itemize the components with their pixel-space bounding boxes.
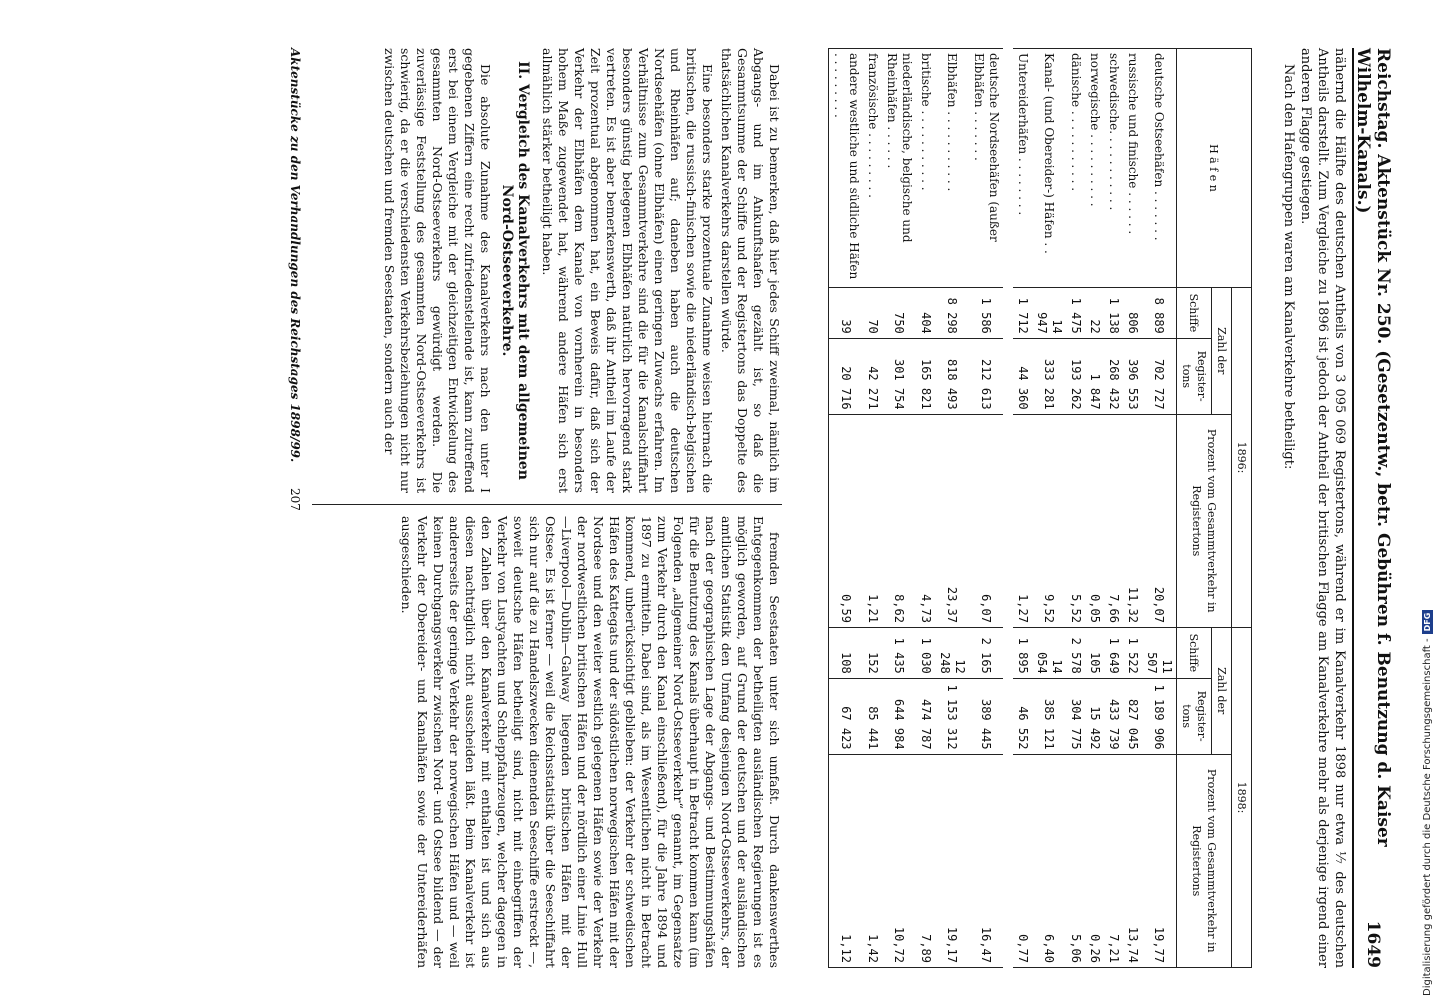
right-column (395, 516, 782, 968)
table-body (829, 49, 1177, 968)
cell-s98: 108 (829, 627, 864, 678)
row-hafen-name: russische und finische . . . . . . (1123, 49, 1142, 288)
cell-t98: 67 423 (829, 678, 864, 754)
cell-t98: 389 445 (969, 678, 1008, 754)
cell-p96: 6,07 (969, 414, 1008, 627)
cell-t96: 20 716 (829, 338, 864, 414)
cell-t96: 1 847 (1085, 338, 1104, 414)
cell-t96: 165 821 (916, 338, 935, 414)
row-hafen-name: Kanal- (und Obereider-) Häfen . . (1032, 49, 1066, 288)
table-row (1142, 49, 1177, 968)
cell-t98: 46 552 (1008, 678, 1032, 754)
cell-s98: 11 507 (1142, 627, 1177, 678)
cell-t96: 818 493 (935, 338, 969, 414)
cell-s98: 2 165 (969, 627, 1008, 678)
footer-source: Aktenstücke zu den Verhandlungen des Reichstages 1898/99. (288, 48, 302, 463)
cell-s98: 152 (863, 627, 882, 678)
cell-t96: 301 754 (882, 338, 916, 414)
cell-s98: 1 895 (1008, 627, 1032, 678)
row-hafen-name: dänische . . . . . . . . . . . (1066, 49, 1085, 288)
cell-s98: 12 248 (935, 627, 969, 678)
row-hafen-name: Untereiderhäfen . . . . . . . . (1008, 49, 1032, 288)
cell-t98: 85 441 (863, 678, 882, 754)
cell-s96: 1 586 (969, 288, 1008, 339)
header-year-1896: 1896: (1232, 288, 1252, 628)
cell-s98: 1 649 (1104, 627, 1123, 678)
cell-p98: 19,17 (935, 754, 969, 967)
cell-s96: 70 (863, 288, 882, 339)
cell-s96: 14 947 (1032, 288, 1066, 339)
cell-s98: 1 522 (1123, 627, 1142, 678)
cell-t96: 396 553 (1123, 338, 1142, 414)
cell-t96: 42 271 (863, 338, 882, 414)
cell-s96: 404 (916, 288, 935, 339)
cell-s96: 39 (829, 288, 864, 339)
intro-text (1280, 48, 1348, 968)
cell-s96: 22 (1085, 288, 1104, 339)
cell-t98: 1 189 906 (1142, 678, 1177, 754)
cell-p96: 11,32 (1123, 414, 1142, 627)
cell-s98: 105 (1085, 627, 1104, 678)
cell-s96: 1 138 (1104, 288, 1123, 339)
row-hafen-name: norwegische . . . . . . . . . . (1085, 49, 1104, 288)
cell-p96: 4,73 (916, 414, 935, 627)
cell-p96: 23,37 (935, 414, 969, 627)
cell-t96: 702 727 (1142, 338, 1177, 414)
dfg-logo-icon: DFG (1422, 610, 1433, 635)
cell-s96: 1 475 (1066, 288, 1085, 339)
cell-p98: 6,40 (1032, 754, 1066, 967)
cell-p98: 13,74 (1123, 754, 1142, 967)
cell-p96: 7,66 (1104, 414, 1123, 627)
cell-s98: 2 578 (1066, 627, 1085, 678)
header-tons-1896: Register-tons (1177, 338, 1212, 414)
row-hafen-name: Elbhäfen . . . . . . . . . . . (935, 49, 969, 288)
row-hafen-name: schwedische. . . . . . . . . . . (1104, 49, 1123, 288)
header-schiffe-1898: Schiffe (1177, 627, 1212, 678)
funding-note (1422, 0, 1433, 996)
table-row (882, 49, 916, 968)
left-column (378, 48, 782, 493)
left-paragraph-1: Dabei ist zu bemerken, daß hier jedes Schiff zweimal, nämlich im Abgangs- und im Ankunftshafen gezählt ist, so daß die Gesammtsumme der Schiffe und der Registertons das Doppelte des thatsächlichen Kanalverkehrs darstellen würde. (719, 48, 782, 493)
cell-p96: 0,05 (1085, 414, 1104, 627)
cell-p98: 7,21 (1104, 754, 1123, 967)
header-title: Reichstag. Aktenstück Nr. 250. (Gesetzentw., betr. Gebühren f. Benutzung d. Kaiser Wilhelm-Kanals.) (1353, 48, 1393, 847)
table-row (1085, 49, 1104, 968)
cell-p98: 1,42 (863, 754, 882, 967)
cell-p96: 5,52 (1066, 414, 1085, 627)
cell-t98: 1 153 312 (935, 678, 969, 754)
cell-p96: 9,52 (1032, 414, 1066, 627)
cell-t96: 44 360 (1008, 338, 1032, 414)
section-title: II. Vergleich des Kanalverkehrs mit dem allgemeinen Nord-Ostseeverkehre. (499, 61, 531, 480)
cell-p96: 20,07 (1142, 414, 1177, 627)
header-year-1898: 1898: (1232, 627, 1252, 967)
cell-t96: 212 613 (969, 338, 1008, 414)
cell-t96: 193 262 (1066, 338, 1085, 414)
row-hafen-name: deutsche Nordseehäfen (außer Elbhäfen . . . . . . . (969, 49, 1008, 288)
row-hafen-name: andere westliche und südliche Häfen . . . . . . . . . (829, 49, 864, 288)
table-row (829, 49, 864, 968)
cell-s98: 1 435 (882, 627, 916, 678)
table-row (1104, 49, 1123, 968)
cell-p96: 0,59 (829, 414, 864, 627)
cell-p96: 8,62 (882, 414, 916, 627)
intro-paragraph: nähernd die Hälfte des deutschen Antheils von 3 095 069 Registertons, während er im Kanalverkehr 1898 nur etwa ⅐ des deutschen Antheils darstellt. Zum Vergleiche zu 1896 ist jedoch der Antheil der britischen Flagge am Kanalverkehre mehr als derjenige irgend einer anderen Flagge gestiegen. (1298, 48, 1347, 968)
running-header (1352, 48, 1392, 968)
cell-p96: 1,27 (1008, 414, 1032, 627)
row-hafen-name: niederländische, belgische und Rheinhäfen . . . . . . (882, 49, 916, 288)
cell-p98: 10,72 (882, 754, 916, 967)
funding-text: Digitalisierung gefördert durch die Deutsche Forschungsgemeinschaft - (1422, 638, 1433, 996)
cell-s98: 1 030 (916, 627, 935, 678)
cell-p98: 19,77 (1142, 754, 1177, 967)
row-hafen-name: französische . . . . . . . . . (863, 49, 882, 288)
cell-t98: 15 492 (1085, 678, 1104, 754)
intro-paragraph-2: Nach den Hafengruppen waren am Kanalverkehre betheiligt: (1281, 64, 1296, 470)
header-schiffe-1896: Schiffe (1177, 288, 1212, 339)
table-row (935, 49, 969, 968)
table-row (969, 49, 1008, 968)
cell-t96: 268 432 (1104, 338, 1123, 414)
header-prozent-1896: Prozent vom Gesammtverkehr in Registertons (1177, 414, 1232, 627)
table-row (916, 49, 935, 968)
right-paragraph-1: fremden Seestaaten unter sich umfaßt. Durch dankenswerthes Entgegenkommen der betheiligten ausländischen Regierungen ist es möglich geworden, auf Grund der deutschen und der ausländischen amtlichen Statistik den Umfang desjenigen Nord-Ostseeverkehrs, der nach der geographischen Lage der Abgangs- und Bestimmungshäfen für die Benutzung des Kanals überhaupt in Betracht kommen kann (im Folgenden „allgemeiner Nord-Ostseeverkehr“ genannt, im Gegensatze zum Verkehr durch den Kanal einschließend), für die Jahre 1894 und 1897 zu ermitteln. Dabei sind, als im Wesentlichen nicht in Betracht kommend, unberücksichtigt geblieben: der Verkehr der schwedischen Häfen des Kattegats und der südöstlichen norwegischen Häfen mit der Nordsee und den weiter westlich gelegenen Häfen sowie der Verkehr der nordwestlichen britischen Häfen und der nördlich einer Linie Hull—Liverpool—Dublin—Galway liegenden britischen Häfen mit der Ostsee. Es ist ferner — weil die Reichsstatistik über die Seeschiffahrt sich nur auf die zu Handelszwecken dienenden Seeschiffe erstreckt —, soweit deutsche Häfen betheiligt sind, nicht mit einbegriffen der Verkehr von Lustyachten und Schleppfahrzeugen, welcher dagegen in den Zahlen über den Kanalverkehr mit enthalten ist und sich aus diesen nachträglich nicht ausscheiden läßt. Beim Kanalverkehr ist andererseits der geringe Verkehr der norwegischen Häfen und — weil keinen Durchgangsverkehr zwischen Nord- und Ostsee bildend — der Verkehr der Obereider- und Kanalhäfen sowie der Untereiderhäfen ausgeschieden. (399, 516, 782, 968)
footer-page-number: 207 (288, 488, 302, 511)
cell-s96: 750 (882, 288, 916, 339)
cell-p98: 16,47 (969, 754, 1008, 967)
header-prozent-1898: Prozent vom Gesammtverkehr in Registertons (1177, 754, 1232, 967)
header-zahl-der-1898: Zahl der (1212, 627, 1232, 754)
cell-p98: 0,26 (1085, 754, 1104, 967)
left-paragraph-3: Die absolute Zunahme des Kanalverkehrs nach den unter I gegebenen Ziffern eine recht zufriedenstellende ist, kann zutreffend erst bei einem Vergleiche mit der gleichzeitigen Entwickelung des gesammten Nord-Ostseeverkehrs gewürdigt werden. Die zuverlässige Feststellung des gesammten Nord-Ostseeverkehrs ist schwierig, da er die verschiedensten Verkehrsbeziehungen nicht nur zwischen deutschen und fremden Seestaaten, sondern auch der (382, 48, 493, 493)
cell-s96: 8 889 (1142, 288, 1177, 339)
cell-t98: 827 045 (1123, 678, 1142, 754)
cell-t96: 333 281 (1032, 338, 1066, 414)
row-hafen-name: britische . . . . . . . . . . . (916, 49, 935, 288)
cell-t98: 644 984 (882, 678, 916, 754)
cell-s96: 806 (1123, 288, 1142, 339)
rotated-content (62, 18, 1392, 978)
left-paragraph-2: Eine besonders starke prozentuale Zunahme weisen hiernach die britischen, die russisch-finischen sowie die niederländisch-belgischen und Rheinhäfen auf; daneben haben auch die deutschen Nordseehäfen (ohne Elbhäfen) einen geringen Zuwachs erfahren. Im Verhältnisse zum Gesammtverkehre sind die für die Kanalschiffahrt besonders günstig belegenen Elbhäfen natürlich hervorragend stark vertreten. Es ist aber bemerkenswerth, daß ihr Antheil im Laufe der Zeit prozentual abgenommen hat, ein Beweis dafür, daß sich der Verkehr der Elbhäfen dem Kanale von vornherein in besonders hohem Maße zugewendet hat, während andere Häfen sich erst allmählich stärker betheiligt haben. (540, 48, 715, 493)
cell-t98: 385 121 (1032, 678, 1066, 754)
cell-s98: 14 054 (1032, 627, 1066, 678)
table-row (1123, 49, 1142, 968)
cell-p98: 5,06 (1066, 754, 1085, 967)
cell-p98: 7,89 (916, 754, 935, 967)
cell-t98: 304 775 (1066, 678, 1085, 754)
table-row (1066, 49, 1085, 968)
header-tons-1898: Register-tons (1177, 678, 1212, 754)
cell-t98: 474 787 (916, 678, 935, 754)
table-row (1032, 49, 1066, 968)
cell-s96: 1 712 (1008, 288, 1032, 339)
header-zahl-der-1896: Zahl der (1212, 288, 1232, 415)
cell-p98: 0,77 (1008, 754, 1032, 967)
cell-p98: 1,12 (829, 754, 864, 967)
header-page-number: 1649 (1363, 920, 1383, 968)
cell-p96: 1,21 (863, 414, 882, 627)
cell-s96: 8 298 (935, 288, 969, 339)
table-row (863, 49, 882, 968)
column-divider (312, 504, 782, 505)
header-hafen: H ä f e n (1177, 49, 1252, 288)
harbour-traffic-table (828, 48, 1252, 968)
table-row (1008, 49, 1032, 968)
row-hafen-name: deutsche Ostseehäfen . . . . . . . (1142, 49, 1177, 288)
cell-t98: 433 739 (1104, 678, 1123, 754)
